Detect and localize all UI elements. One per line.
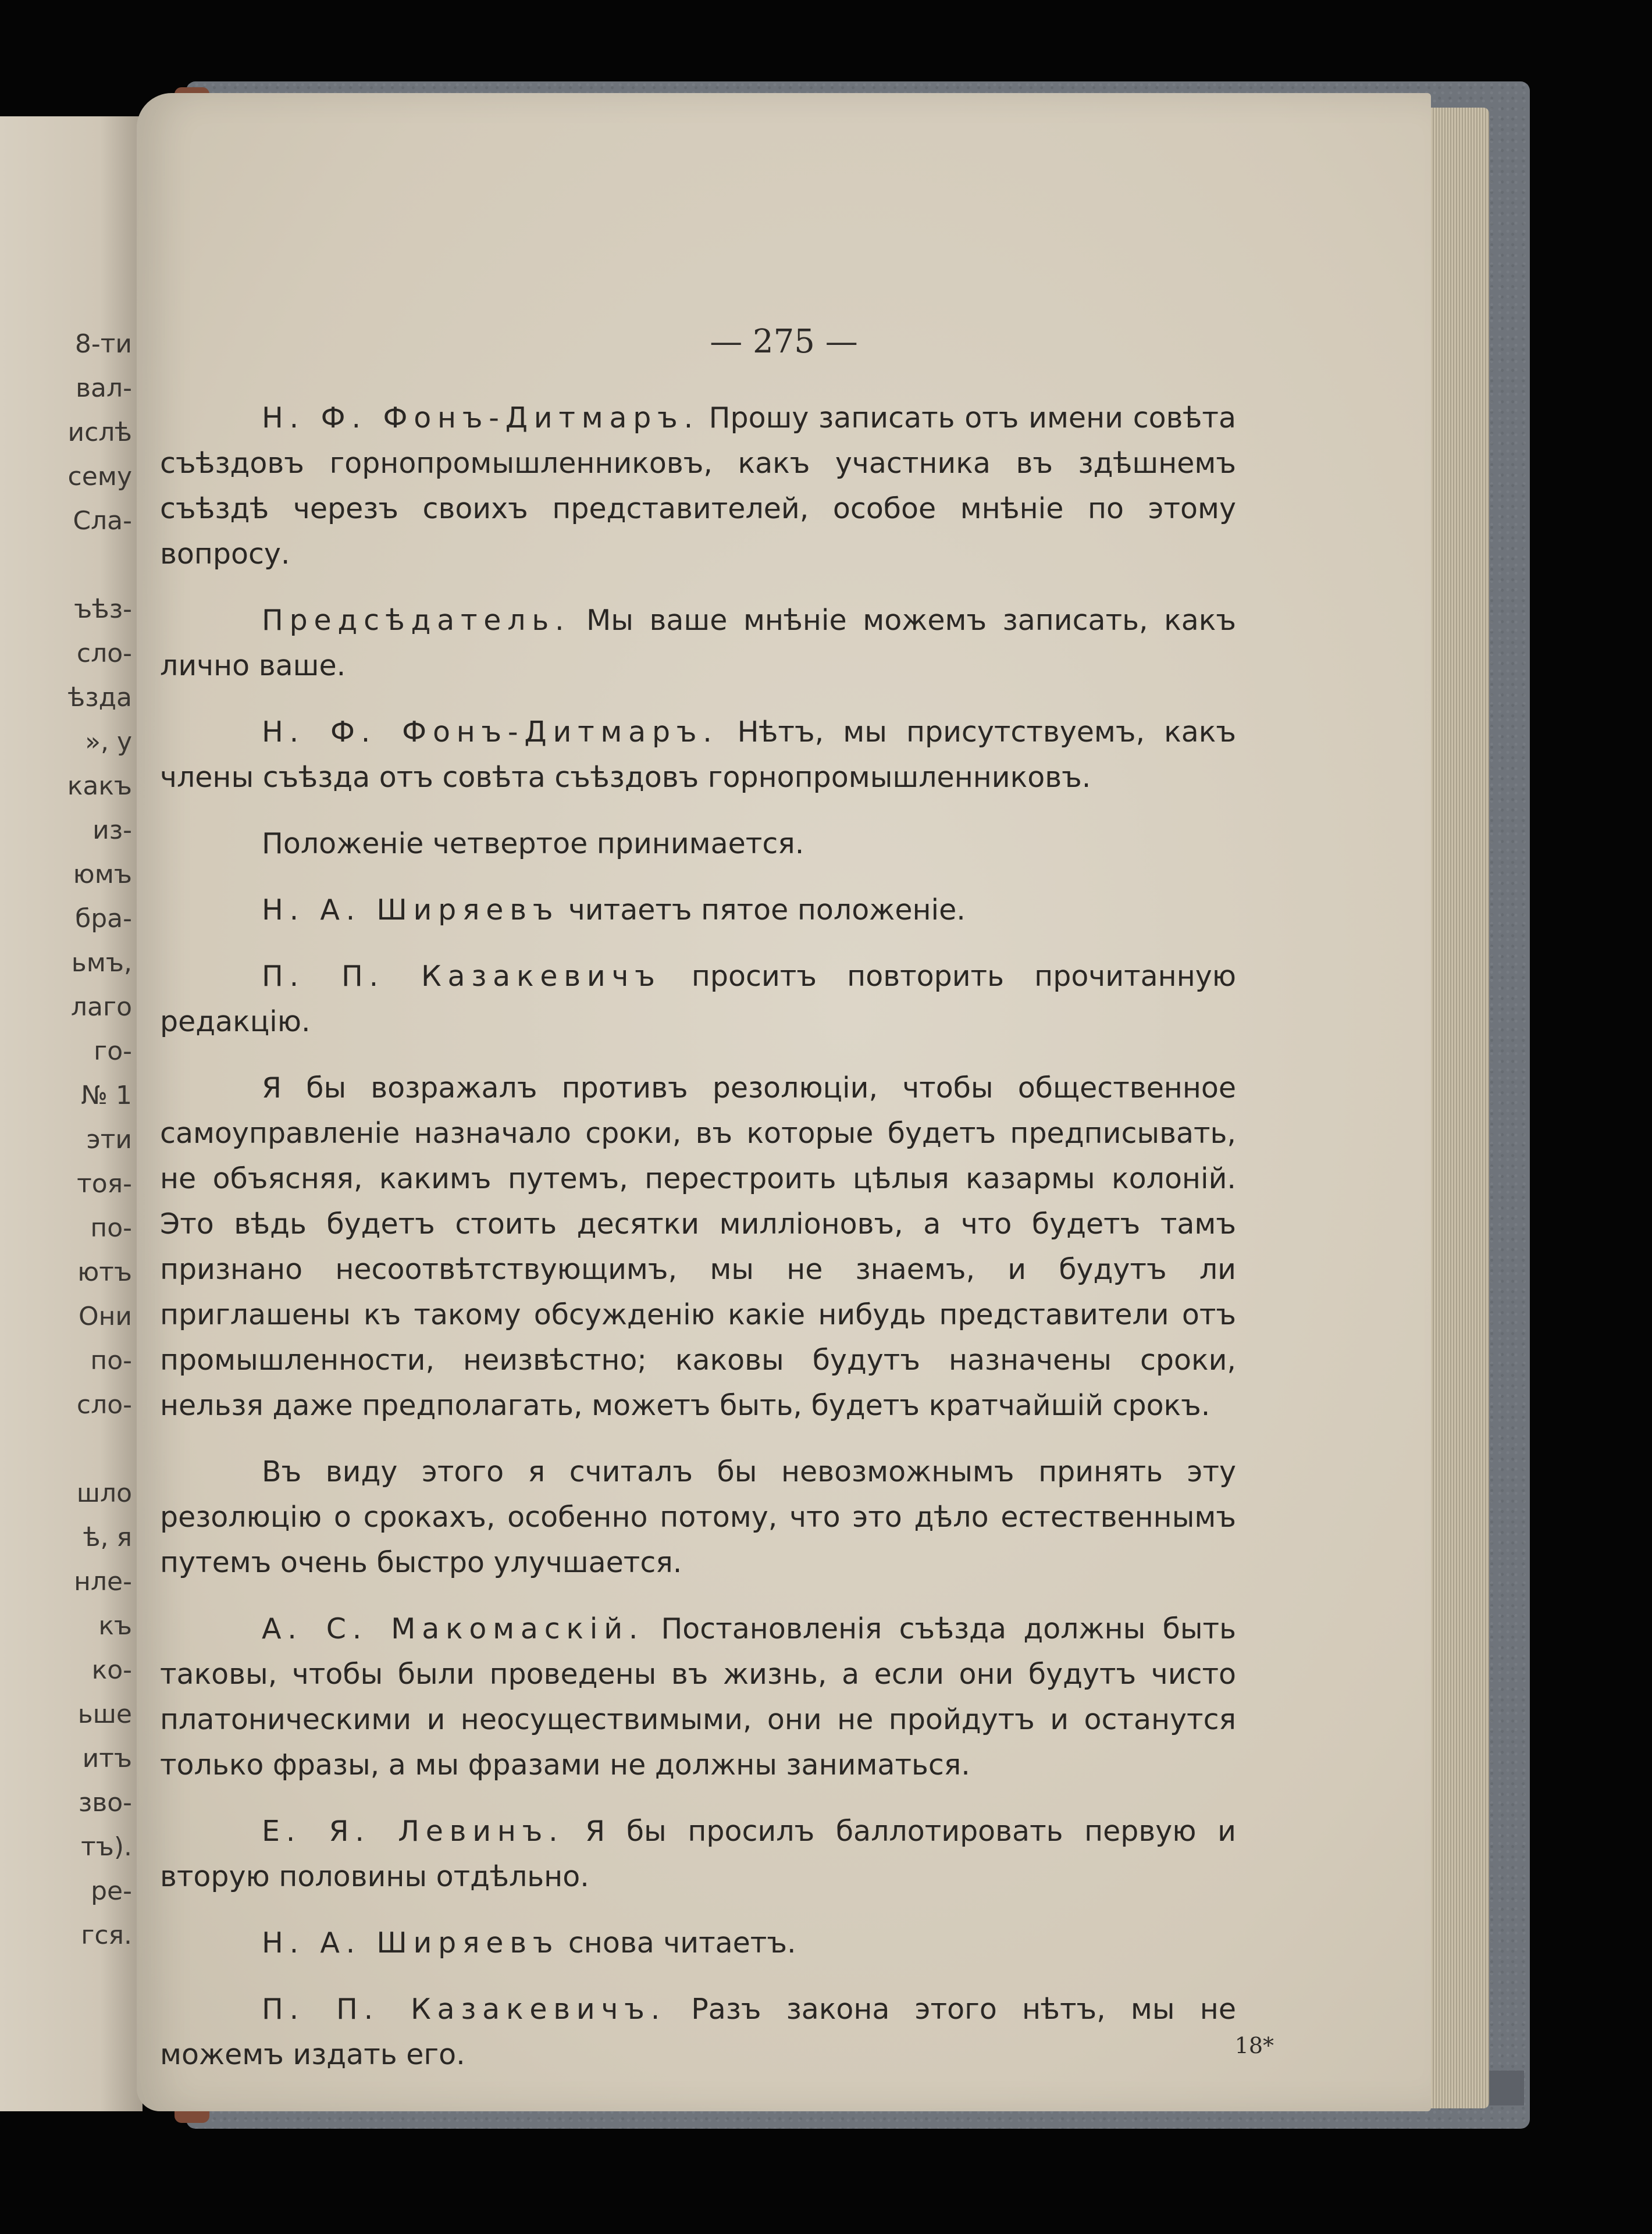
- left-page-line: ьше: [77, 1699, 132, 1729]
- paragraph: [160, 954, 1236, 1045]
- left-page-text-fragments: [67, 322, 132, 1958]
- page-body-text: [160, 396, 1236, 2098]
- speaker-name: Н. Ф. Фонъ-Дитмаръ.: [262, 715, 718, 749]
- speaker-name: Предсѣдатель.: [262, 604, 571, 637]
- paragraph-text: Постановленія съѣзда должны быть таковы, чтобы были проведены въ жизнь, а если они будутъ чисто платоническими и неосуществимыми, они не пройдутъ и останутся только фразы, а мы фразами не должны заниматься.: [160, 1612, 1236, 1782]
- left-page-line: сло-: [76, 1390, 132, 1420]
- paragraph-text: Нѣтъ, мы присутствуемъ, какъ члены съѣзда отъ совѣта съѣздовъ горнопромышленниковъ.: [160, 715, 1236, 794]
- left-page-line: лаго: [70, 992, 132, 1022]
- left-page-line: из-: [92, 815, 132, 845]
- left-page-line: шло: [76, 1478, 132, 1508]
- left-page-line: ютъ: [77, 1257, 132, 1287]
- paragraph: [160, 1987, 1236, 2078]
- left-page-line: ре-: [91, 1876, 132, 1906]
- left-page-line: сло-: [76, 639, 132, 668]
- left-page-line: тоя-: [77, 1169, 132, 1199]
- left-page-line: къ: [98, 1611, 132, 1641]
- book-page: [137, 93, 1431, 2111]
- left-page-line: гся.: [81, 1921, 132, 1950]
- left-page-line: сему: [67, 462, 132, 491]
- left-page-line: Они: [79, 1302, 132, 1331]
- left-page-line: ьмъ,: [71, 948, 132, 978]
- paragraph: [160, 1606, 1236, 1788]
- paragraph-text: Я бы просилъ баллотировать первую и вторую половины отдѣльно.: [160, 1815, 1236, 1893]
- left-page-line: вал-: [76, 373, 132, 403]
- paragraph: [160, 1809, 1236, 1900]
- left-page-line: нле-: [74, 1567, 132, 1597]
- speaker-name: П. П. Казакевичъ.: [262, 1993, 667, 2026]
- left-page-line: эти: [86, 1125, 132, 1155]
- paragraph-text: Прошу записать отъ имени совѣта съѣздовъ горнопромышленниковъ, какъ участника въ здѣшнемъ съѣздѣ черезъ своихъ представителей, особое мнѣніе по этому вопросу.: [160, 401, 1236, 571]
- paragraph: [160, 710, 1236, 800]
- left-page-line: [67, 543, 132, 587]
- cover-corner: [1489, 2071, 1524, 2105]
- left-page-line: », у: [85, 727, 132, 757]
- left-page-line: ислѣ: [67, 418, 132, 447]
- paragraph: [160, 1066, 1236, 1428]
- left-page-line: по-: [90, 1213, 132, 1243]
- left-page-line: зво-: [78, 1788, 132, 1818]
- left-page-line: итъ: [82, 1744, 132, 1773]
- paragraph: [160, 1921, 1236, 1966]
- paragraph-text: Положеніе четвертое принимается.: [262, 827, 804, 860]
- left-page-line: № 1: [81, 1081, 132, 1110]
- paragraph-text: Разъ закона этого нѣтъ, мы не можемъ издать его.: [160, 1993, 1236, 2071]
- left-page-line: го-: [94, 1036, 132, 1066]
- left-facing-page: [0, 116, 143, 2111]
- paragraph-text: снова читаетъ.: [559, 1926, 796, 1959]
- left-page-line: [67, 1427, 132, 1471]
- left-page-line: ѣзда: [67, 683, 132, 712]
- paragraph: [160, 821, 1236, 867]
- speaker-name: Н. А. Ширяевъ: [262, 1926, 560, 1959]
- paragraph: [160, 598, 1236, 689]
- left-page-line: юмъ: [73, 860, 132, 889]
- speaker-name: Н. А. Ширяевъ: [262, 893, 560, 927]
- paragraph: [160, 1449, 1236, 1585]
- speaker-name: Н. Ф. Фонъ-Дитмаръ.: [262, 401, 699, 434]
- left-page-line: тъ).: [81, 1832, 132, 1862]
- left-page-line: ъѣз-: [74, 594, 132, 624]
- speaker-name: А. С. Макомаскій.: [262, 1612, 645, 1645]
- paragraph-text: читаетъ пятое положеніе.: [559, 893, 966, 927]
- speaker-name: Е. Я. Левинъ.: [262, 1815, 564, 1848]
- left-page-line: ко-: [91, 1655, 132, 1685]
- page-number: — 275 —: [710, 323, 858, 361]
- left-page-line: 8-ти: [74, 329, 132, 359]
- left-page-line: какъ: [67, 771, 132, 801]
- left-page-line: ѣ, я: [83, 1523, 132, 1552]
- paragraph: [160, 396, 1236, 577]
- left-page-line: Сла-: [73, 506, 132, 536]
- paragraph-text: Мы ваше мнѣніе можемъ записать, какъ лично ваше.: [160, 604, 1236, 682]
- printer-signature-mark: 18*: [1234, 2033, 1274, 2058]
- left-page-line: по-: [90, 1346, 132, 1376]
- paragraph-text: Въ виду этого я считалъ бы невозможнымъ принять эту резолюцію о срокахъ, особенно потому, что это дѣло естественнымъ путемъ очень быстро улучшается.: [160, 1455, 1236, 1579]
- speaker-name: П. П. Казакевичъ: [262, 960, 661, 993]
- paragraph: [160, 888, 1236, 933]
- paragraph-text: Я бы возражалъ противъ резолюціи, чтобы общественное самоуправленіе назначало сроки, въ которые будетъ предписывать, не объясняя, какимъ путемъ, перестроить цѣлыя казармы колоній. Это вѣдь будетъ стоить десятки милліоновъ, а что будетъ тамъ признано несоотвѣтствующимъ, мы не знаемъ, и будутъ ли приглашены къ такому обсужденію какіе нибудь представители отъ промышленности, неизвѣстно; каковы будутъ назначены сроки, нельзя даже предполагать, можетъ быть, будетъ кратчайшій срокъ.: [160, 1071, 1236, 1422]
- left-page-line: бра-: [75, 904, 132, 933]
- paragraph-text: проситъ повторить прочитанную редакцію.: [160, 960, 1236, 1038]
